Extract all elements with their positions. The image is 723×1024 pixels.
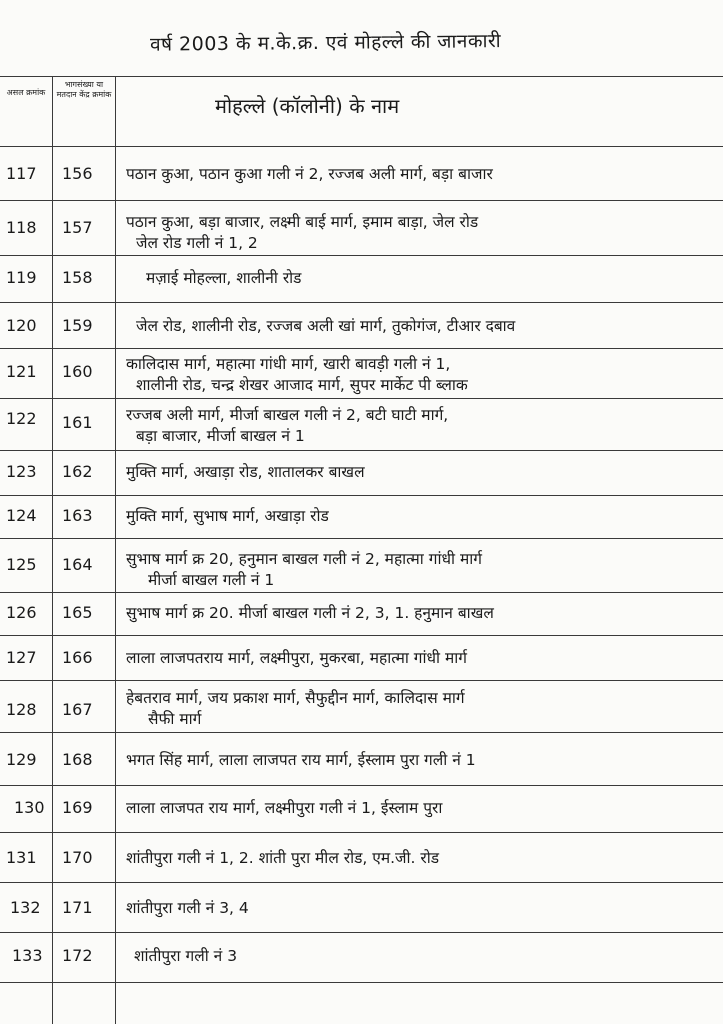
booth-number: 158: [62, 268, 93, 287]
booth-number: 165: [62, 603, 93, 622]
row-rule: [0, 592, 723, 593]
locality-names: [126, 688, 716, 730]
booth-number: 156: [62, 164, 93, 183]
locality-line: मुक्ति मार्ग, अखाड़ा रोड, शातालकर बाखल: [126, 463, 365, 481]
locality-line: हेबतराव मार्ग, जय प्रकाश मार्ग, सैफुद्दीन मार्ग, कालिदास मार्ग: [126, 689, 465, 707]
row-rule: [0, 398, 723, 399]
serial-number: 125: [6, 555, 37, 574]
locality-names: [126, 603, 716, 624]
header-booth-number: भागसंख्या या मतदान केंद्र क्रमांक: [56, 80, 112, 99]
header-top-rule: [0, 76, 723, 77]
locality-names: [126, 549, 716, 591]
locality-line: पठान कुआ, पठान कुआ गली नं 2, रज्जब अली मार्ग, बड़ा बाजार: [126, 165, 493, 183]
booth-number: 170: [62, 848, 93, 867]
booth-number: 169: [62, 798, 93, 817]
serial-number: 119: [6, 268, 37, 287]
header-locality-names: मोहल्ले (कॉलोनी) के नाम: [215, 94, 400, 118]
serial-number: 122: [6, 409, 37, 428]
booth-number: 162: [62, 462, 93, 481]
serial-number: 123: [6, 462, 37, 481]
row-rule: [0, 785, 723, 786]
locality-names: [126, 848, 716, 869]
row-rule: [0, 635, 723, 636]
locality-line: पठान कुआ, बड़ा बाजार, लक्ष्मी बाई मार्ग, इमाम बाड़ा, जेल रोड: [126, 213, 479, 231]
row-rule: [0, 348, 723, 349]
booth-number: 168: [62, 750, 93, 769]
locality-line: कालिदास मार्ग, महात्मा गांधी मार्ग, खारी बावड़ी गली नं 1,: [126, 355, 451, 373]
row-rule: [0, 680, 723, 681]
booth-number: 167: [62, 700, 93, 719]
locality-names: [126, 648, 716, 669]
locality-names: [126, 506, 716, 527]
locality-line: सुभाष मार्ग क्र 20. मीर्जा बाखल गली नं 2, 3, 1. हनुमान बाखल: [126, 604, 494, 622]
serial-number: 132: [10, 898, 41, 917]
locality-line: लाला लाजपतराय मार्ग, लक्ष्मीपुरा, मुकरबा, महात्मा गांधी मार्ग: [126, 649, 468, 667]
locality-line: बड़ा बाजार, मीर्जा बाखल नं 1: [136, 427, 305, 445]
locality-line: मज़ाई मोहल्ला, शालीनी रोड: [146, 269, 302, 287]
booth-number: 160: [62, 362, 93, 381]
serial-number: 127: [6, 648, 37, 667]
locality-line: जेल रोड, शालीनी रोड, रज्जब अली खां मार्ग, तुकोगंज, टीआर दबाव: [136, 317, 516, 335]
locality-names: [126, 354, 716, 396]
locality-names: [126, 462, 716, 483]
row-rule: [0, 832, 723, 833]
booth-number: 163: [62, 506, 93, 525]
locality-names: [126, 405, 716, 447]
row-rule: [0, 302, 723, 303]
serial-number: 130: [14, 798, 45, 817]
locality-line: शांतीपुरा गली नं 3: [134, 947, 238, 965]
locality-line: मीर्जा बाखल गली नं 1: [148, 571, 275, 589]
booth-number: 166: [62, 648, 93, 667]
serial-number: 120: [6, 316, 37, 335]
row-rule: [0, 450, 723, 451]
locality-names: [134, 946, 723, 967]
locality-names: [126, 898, 716, 919]
locality-line: सुभाष मार्ग क्र 20, हनुमान बाखल गली नं 2, महात्मा गांधी मार्ग: [126, 550, 482, 568]
row-rule: [0, 982, 723, 983]
booth-number: 159: [62, 316, 93, 335]
page-title: वर्ष 2003 के म.के.क्र. एवं मोहल्ले की जानकारी: [149, 30, 502, 56]
row-rule: [0, 538, 723, 539]
locality-line: रज्जब अली मार्ग, मीर्जा बाखल गली नं 2, बटी घाटी मार्ग,: [126, 406, 449, 424]
locality-line: शांतीपुरा गली नं 1, 2. शांती पुरा मील रोड, एम.जी. रोड: [126, 849, 440, 867]
locality-line: भगत सिंह मार्ग, लाला लाजपत राय मार्ग, ईस्लाम पुरा गली नं 1: [126, 751, 476, 769]
booth-number: 157: [62, 218, 93, 237]
serial-number: 118: [6, 218, 37, 237]
locality-line: सैफी मार्ग: [148, 710, 202, 728]
locality-names: [146, 268, 723, 289]
booth-number: 171: [62, 898, 93, 917]
locality-line: मुक्ति मार्ग, सुभाष मार्ग, अखाड़ा रोड: [126, 507, 329, 525]
booth-number: 164: [62, 555, 93, 574]
booth-number: 172: [62, 946, 93, 965]
locality-line: शालीनी रोड, चन्द्र शेखर आजाद मार्ग, सुपर मार्केट पी ब्लाक: [136, 376, 468, 394]
serial-number: 128: [6, 700, 37, 719]
serial-number: 126: [6, 603, 37, 622]
header-serial-number: असल क्रमांक: [6, 88, 46, 97]
row-rule: [0, 255, 723, 256]
locality-line: जेल रोड गली नं 1, 2: [136, 234, 258, 252]
row-rule: [0, 932, 723, 933]
row-rule: [0, 200, 723, 201]
serial-number: 131: [6, 848, 37, 867]
locality-names: [126, 750, 716, 771]
row-rule: [0, 732, 723, 733]
row-rule: [0, 495, 723, 496]
locality-line: लाला लाजपत राय मार्ग, लक्ष्मीपुरा गली नं 1, ईस्लाम पुरा: [126, 799, 443, 817]
serial-number: 117: [6, 164, 37, 183]
locality-line: शांतीपुरा गली नं 3, 4: [126, 899, 249, 917]
serial-number: 124: [6, 506, 37, 525]
serial-number: 133: [12, 946, 43, 965]
locality-names: [126, 798, 716, 819]
locality-names: [136, 316, 723, 337]
header-bottom-rule: [0, 146, 723, 147]
serial-number: 129: [6, 750, 37, 769]
booth-number: 161: [62, 413, 93, 432]
locality-names: [126, 212, 716, 254]
serial-number: 121: [6, 362, 37, 381]
locality-names: [126, 164, 716, 185]
row-rule: [0, 882, 723, 883]
